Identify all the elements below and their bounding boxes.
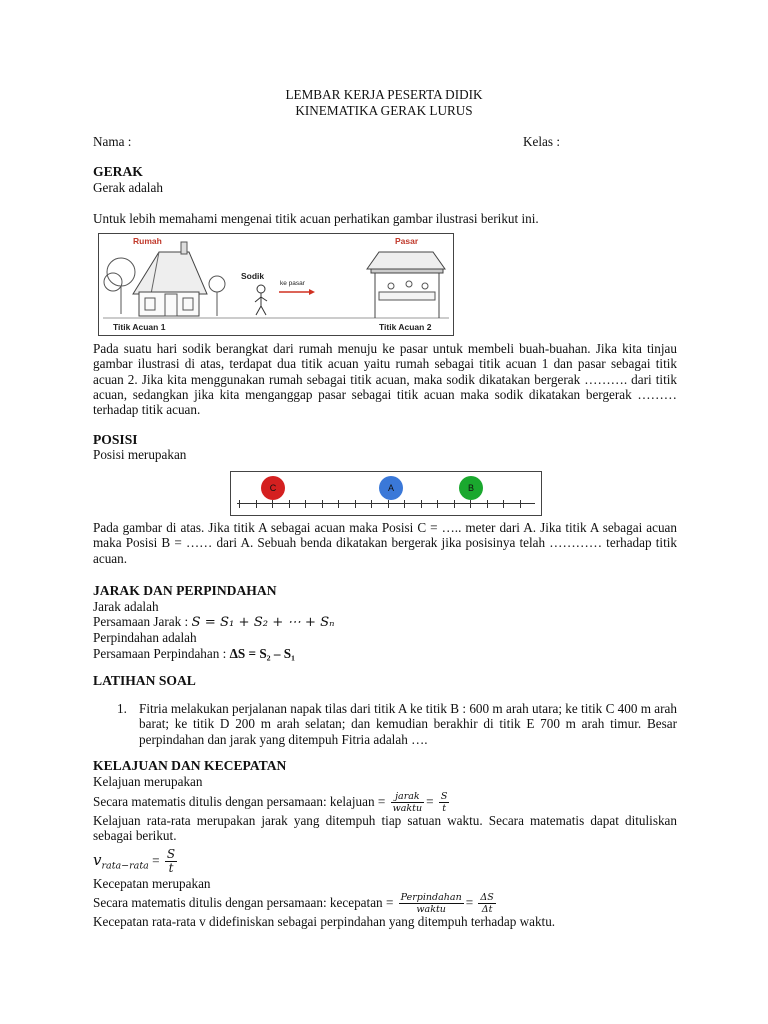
latihan-heading: LATIHAN SOAL [93, 673, 196, 688]
number-line-tick [487, 500, 488, 508]
title-line-2: KINEMATIKA GERAK LURUS [295, 103, 473, 118]
number-line-tick [256, 500, 257, 508]
title-line-1: LEMBAR KERJA PESERTA DIDIK [285, 87, 483, 102]
kecepatan-eq-text: Secara matematis ditulis dengan persamaan: kecepatan [93, 895, 383, 910]
posisi-paragraph: Pada gambar di atas. Jika titik A sebagai acuan maka Posisi C = ….. meter dari A. Jika titik A sebagai acuan maka Posisi B = …… dari A. Sebuah benda dikatakan bergerak jika posisinya telah ………… terhadap titik acuan. [93, 520, 677, 566]
frac-numerator: jarak [391, 791, 425, 803]
posisi-heading: POSISI [93, 432, 138, 447]
position-ball-a: A [379, 476, 403, 500]
gerak-definition: Gerak adalah [93, 180, 163, 195]
number-line-tick [355, 500, 356, 508]
position-ball-b: B [459, 476, 483, 500]
latihan-item-number: 1. [117, 701, 127, 716]
number-line-tick [289, 500, 290, 508]
number-line-tick [454, 500, 455, 508]
frac-denominator: waktu [416, 904, 446, 916]
perpindahan-definition: Perpindahan adalah [93, 630, 197, 645]
titik-acuan-illustration [98, 233, 454, 336]
v-symbol: v [93, 851, 102, 869]
number-line-tick [421, 500, 422, 508]
gerak-intro: Untuk lebih memahami mengenai titik acuan perhatikan gambar ilustrasi berikut ini. [93, 211, 539, 226]
jarak-waktu-fraction [391, 791, 425, 814]
latihan-item-text: Fitria melakukan perjalanan napak tilas dari titik A ke titik B : 600 m arah utara; ke titik C 400 m arah barat; ke titik D 200 m arah selatan; dan kemudian berakhir di titik E 700 m arah timur. Besar perpindahan dan jarak yang ditempuh Fitria adalah …. [139, 701, 677, 747]
titik-acuan-2-label: Titik Acuan 2 [379, 322, 432, 332]
v-subscript: rata−rata [101, 860, 149, 872]
perpindahan-eq-label: Persamaan Perpindahan : [93, 646, 227, 661]
rumah-label: Rumah [133, 236, 162, 246]
frac-denominator: t [168, 861, 174, 876]
position-ball-c: C [261, 476, 285, 500]
sodik-label: Sodik [241, 271, 265, 281]
perpindahan-equation-row [93, 646, 295, 662]
s-t-fraction [439, 791, 450, 814]
kecepatan-rata-definition: Kecepatan rata-rata v didefiniskan sebagai perpindahan yang ditempuh terhadap waktu. [93, 914, 556, 929]
jarak-definition: Jarak adalah [93, 599, 159, 614]
kecepatan-definition: Kecepatan merupakan [93, 876, 211, 891]
frac-numerator: S [440, 791, 448, 803]
number-line-tick [437, 500, 438, 508]
frac-denominator: waktu [392, 803, 423, 815]
number-line-tick [371, 500, 372, 508]
jarak-equation: S = S₁ + S₂ + ⋯ + Sₙ [191, 615, 335, 630]
number-line-tick [305, 500, 306, 508]
number-line-tick [503, 500, 504, 508]
number-line-tick [338, 500, 339, 508]
kelajuan-heading: KELAJUAN DAN KECEPATAN [93, 758, 287, 773]
posisi-definition: Posisi merupakan [93, 447, 187, 462]
kelajuan-rata-paragraph: Kelajuan rata-rata merupakan jarak yang ditempuh tiap satuan waktu. Secara matematis dapat dituliskan sebagai berikut. [93, 813, 677, 844]
frac-numerator: S [166, 847, 176, 862]
number-line-tick [388, 500, 389, 508]
jarak-equation-row [93, 614, 335, 631]
kecepatan-equation-row: Secara matematis ditulis dengan persamaan: kecepatan = $\frac{\text{Perpindahan}}{\text{waktu}}$ = $\frac{\Delta S}{\Delta t}$ [93, 892, 494, 916]
jarak-heading: JARAK DAN PERPINDAHAN [93, 583, 277, 598]
nama-label: Nama : [93, 134, 132, 149]
frac-denominator: Δt [481, 904, 493, 916]
kelajuan-eq-text: Secara matematis ditulis dengan persamaan: kelajuan [93, 794, 375, 809]
number-line-figure [230, 471, 542, 516]
kelajuan-definition: Kelajuan merupakan [93, 774, 203, 789]
kelajuan-equation-row: Secara matematis ditulis dengan persamaan: kelajuan = $\frac{\text{jarak}}{\text{waktu}}$ = $\frac{S}{t}$ [93, 791, 448, 815]
ke-pasar-label: ke pasar [280, 280, 305, 287]
frac-numerator: Perpindahan [400, 892, 462, 904]
v-s-t-fraction [165, 848, 177, 875]
gerak-paragraph: Pada suatu hari sodik berangkat dari rumah menuju ke pasar untuk membeli buah-buahan. Jika kita tinjau gambar ilustrasi di atas, terdapat dua titik acuan yaitu rumah sebagai titik acuan 1 dan pasar sebagai titik acuan 2. Jika kita menggunakan rumah sebagai titik acuan, maka sodik dikatakan bergerak ………. dari titik acuan, sedangkan jika kita menganggap pasar sebagai titik acuan maka sodik dikatakan bergerak ……… terhadap titik acuan. [93, 341, 677, 418]
delta-s-t-fraction [478, 892, 495, 915]
frac-numerator: ΔS [480, 892, 494, 904]
kelas-label: Kelas : [523, 134, 560, 149]
pasar-label: Pasar [395, 236, 419, 246]
number-line-tick [404, 500, 405, 508]
jarak-eq-label: Persamaan Jarak : [93, 614, 189, 629]
number-line-tick [272, 500, 273, 508]
number-line-tick [239, 500, 240, 508]
number-line-tick [322, 500, 323, 508]
perpindahan-equation: ΔS = S₂ – S₁ [229, 646, 296, 661]
illustration-graphic [99, 234, 453, 335]
number-line-tick [470, 500, 471, 508]
perpindahan-waktu-fraction [399, 892, 464, 915]
titik-acuan-1-label: Titik Acuan 1 [113, 322, 166, 332]
number-line-tick [520, 500, 521, 508]
gerak-heading: GERAK [93, 164, 143, 179]
number-line [237, 503, 535, 504]
v-rata-equation: $v_{rata-rata}$ = $\frac{S}{t}$ [93, 847, 176, 876]
frac-denominator: t [442, 803, 447, 815]
